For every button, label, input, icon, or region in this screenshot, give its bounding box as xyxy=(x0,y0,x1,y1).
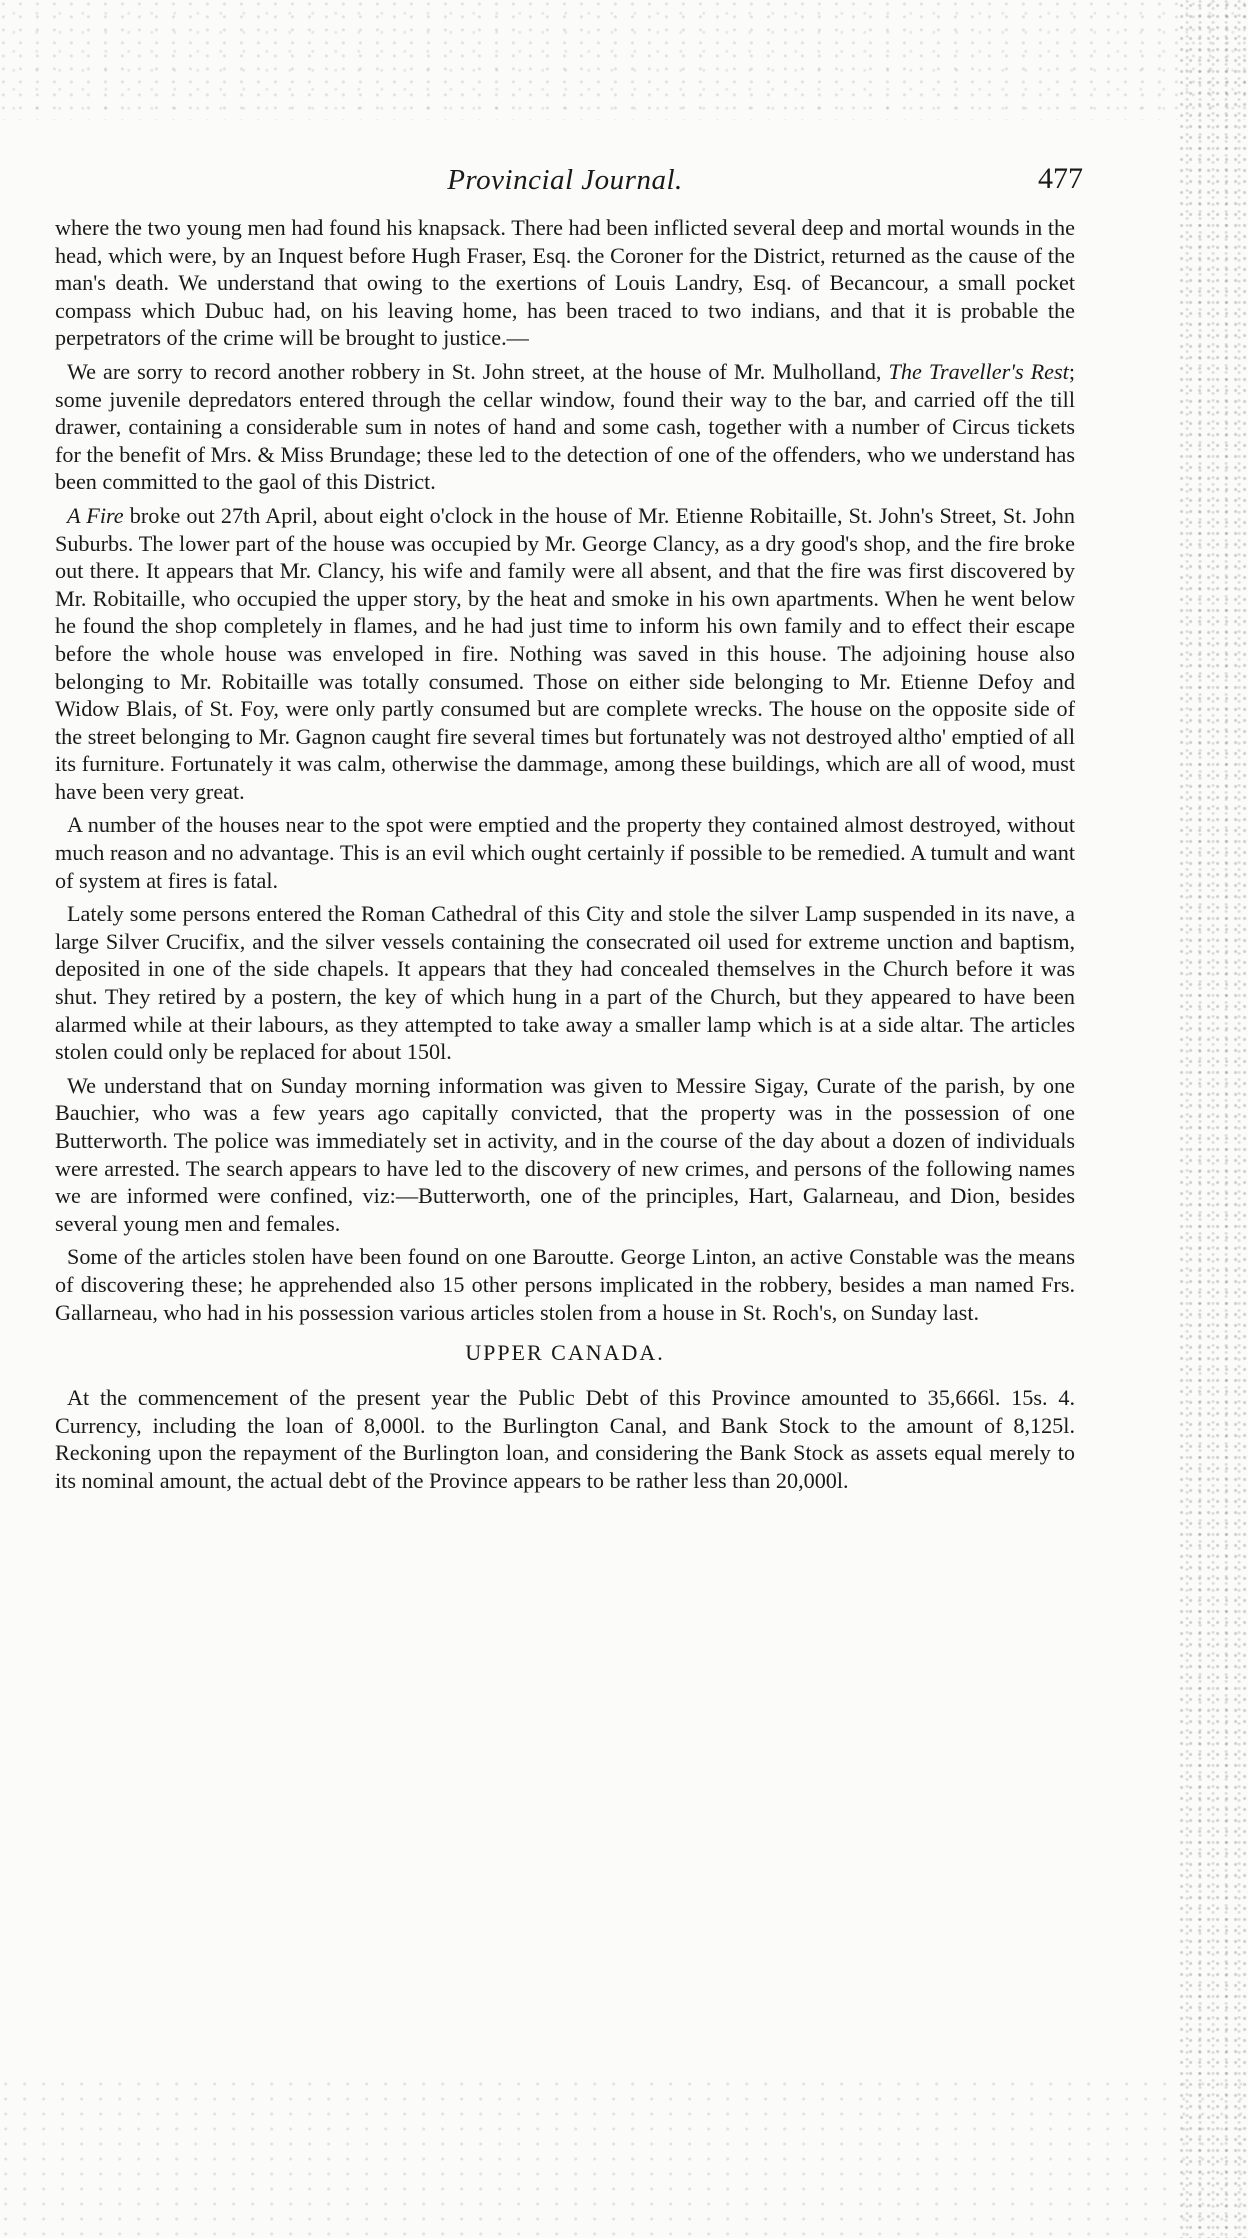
section-heading-upper-canada: UPPER CANADA. xyxy=(465,1340,665,1366)
paragraph-sunday-information: We understand that on Sunday morning information was given to Messire Sigay, Curate of the parish, by one Bauchier, who was a few years ago capitally convicted, that the property was in the possession of one Butterworth. The police was immediately set in activity, and in the course of the day about a dozen of individuals were arrested. The search appears to have led to the discovery of new crimes, and persons of the following names we are informed were confined, viz:—Butterworth, one of the principles, Hart, Galarneau, and Dion, besides several young men and females. xyxy=(55,1072,1075,1236)
robbery-text-post: ; some juvenile depredators entered through the cellar window, found their way to the bar, and carried off the till drawer, containing a considerable sum in notes of hand and some cash, together with a number of Circus tickets for the benefit of Mrs. & Miss Brundage; these led to the detection of one of the offenders, who we understand has been committed to the gaol of this District. xyxy=(55,358,1075,495)
fire-lead: A Fire xyxy=(67,502,124,528)
running-title: Provincial Journal. xyxy=(447,164,683,196)
paragraph-fire xyxy=(55,502,1075,806)
paragraph-public-debt: At the commencement of the present year the Public Debt of this Province amounted to 35,666l. 15s. 4. Currency, including the loan of 8,000l. to the Burlington Canal, and Bank Stock to the amount of 8,125l. Reckoning upon the repayment of the Burlington loan, and considering the Bank Stock as assets equal merely to its nominal amount, the actual debt of the Province appears to be rather less than 20,000l. xyxy=(55,1385,1075,1493)
page-number: 477 xyxy=(1038,162,1083,195)
paragraph-robbery xyxy=(55,358,1075,496)
bottom-noise xyxy=(0,2078,1248,2238)
text-column xyxy=(55,160,1083,1501)
paragraph-houses-emptied: A number of the houses near to the spot were emptied and the property they contained almost destroyed, without much reason and no advantage. This is an evil which ought certainly if possible to be remedied. A tumult and want of system at fires is fatal. xyxy=(55,812,1075,893)
paragraph-cathedral-theft: Lately some persons entered the Roman Cathedral of this City and stole the silver Lamp suspended in its nave, a large Silver Crucifix, and the silver vessels containing the consecrated oil used for extreme unction and baptism, deposited in one of the side chapels. It appears that they had concealed themselves in the Church before it was shut. They retired by a postern, the key of which hung in a part of the Church, but they appeared to have been alarmed while at their labours, as they attempted to take away a smaller lamp which is at a side altar. The articles stolen could only be replaced for about 150l. xyxy=(55,901,1075,1065)
paragraph-knapsack: where the two young men had found his knapsack. There had been inflicted several deep and mortal wounds in the head, which were, by an Inquest before Hugh Fraser, Esq. the Coroner for the District, returned as the cause of the man's death. We understand that owing to the exertions of Louis Landry, Esq. of Becancour, a small pocket compass which Dubuc had, on his leaving home, has been traced to two indians, and that it is probable the perpetrators of the crime will be brought to justice.— xyxy=(55,215,1075,351)
fire-text: broke out 27th April, about eight o'clock in the house of Mr. Etienne Robitaille, St. John's Street, St. John Suburbs. The lower part of the house was occupied by Mr. George Clancy, as a dry good's shop, and the fire broke out there. It appears that Mr. Clancy, his wife and family were all absent, and that the fire was first discovered by Mr. Robitaille, who occupied the upper story, by the heat and smoke in his own apartments. When he went below he found the shop completely in flames, and he had just time to inform his own family and to effect their escape before the whole house was enveloped in fire. Nothing was saved in this house. The adjoining house also belonging to Mr. Robitaille was totally consumed. Those on either side belonging to Mr. Etienne Defoy and Widow Blais, of St. Foy, were only partly consumed but are complete wrecks. The house on the opposite side of the street belonging to Mr. Gagnon caught fire several times but fortunately was not destroyed altho' emptied of all its furniture. Fortunately it was calm, otherwise the dammage, among these buildings, which are all of wood, must have been very great. xyxy=(55,502,1075,804)
top-noise xyxy=(0,0,1248,120)
running-head xyxy=(55,160,1083,208)
paragraph-articles-found: Some of the articles stolen have been found on one Baroutte. George Linton, an active Constable was the means of discovering these; he apprehended also 15 other persons implicated in the robbery, besides a man named Frs. Gallarneau, who had in his possession various articles stolen from a house in St. Roch's, on Sunday last. xyxy=(55,1244,1075,1325)
tavern-name: The Traveller's Rest xyxy=(888,358,1069,384)
right-edge-noise xyxy=(1178,0,1248,2238)
robbery-text-pre: We are sorry to record another robbery in St. John street, at the house of Mr. Mulholland, xyxy=(67,358,889,384)
